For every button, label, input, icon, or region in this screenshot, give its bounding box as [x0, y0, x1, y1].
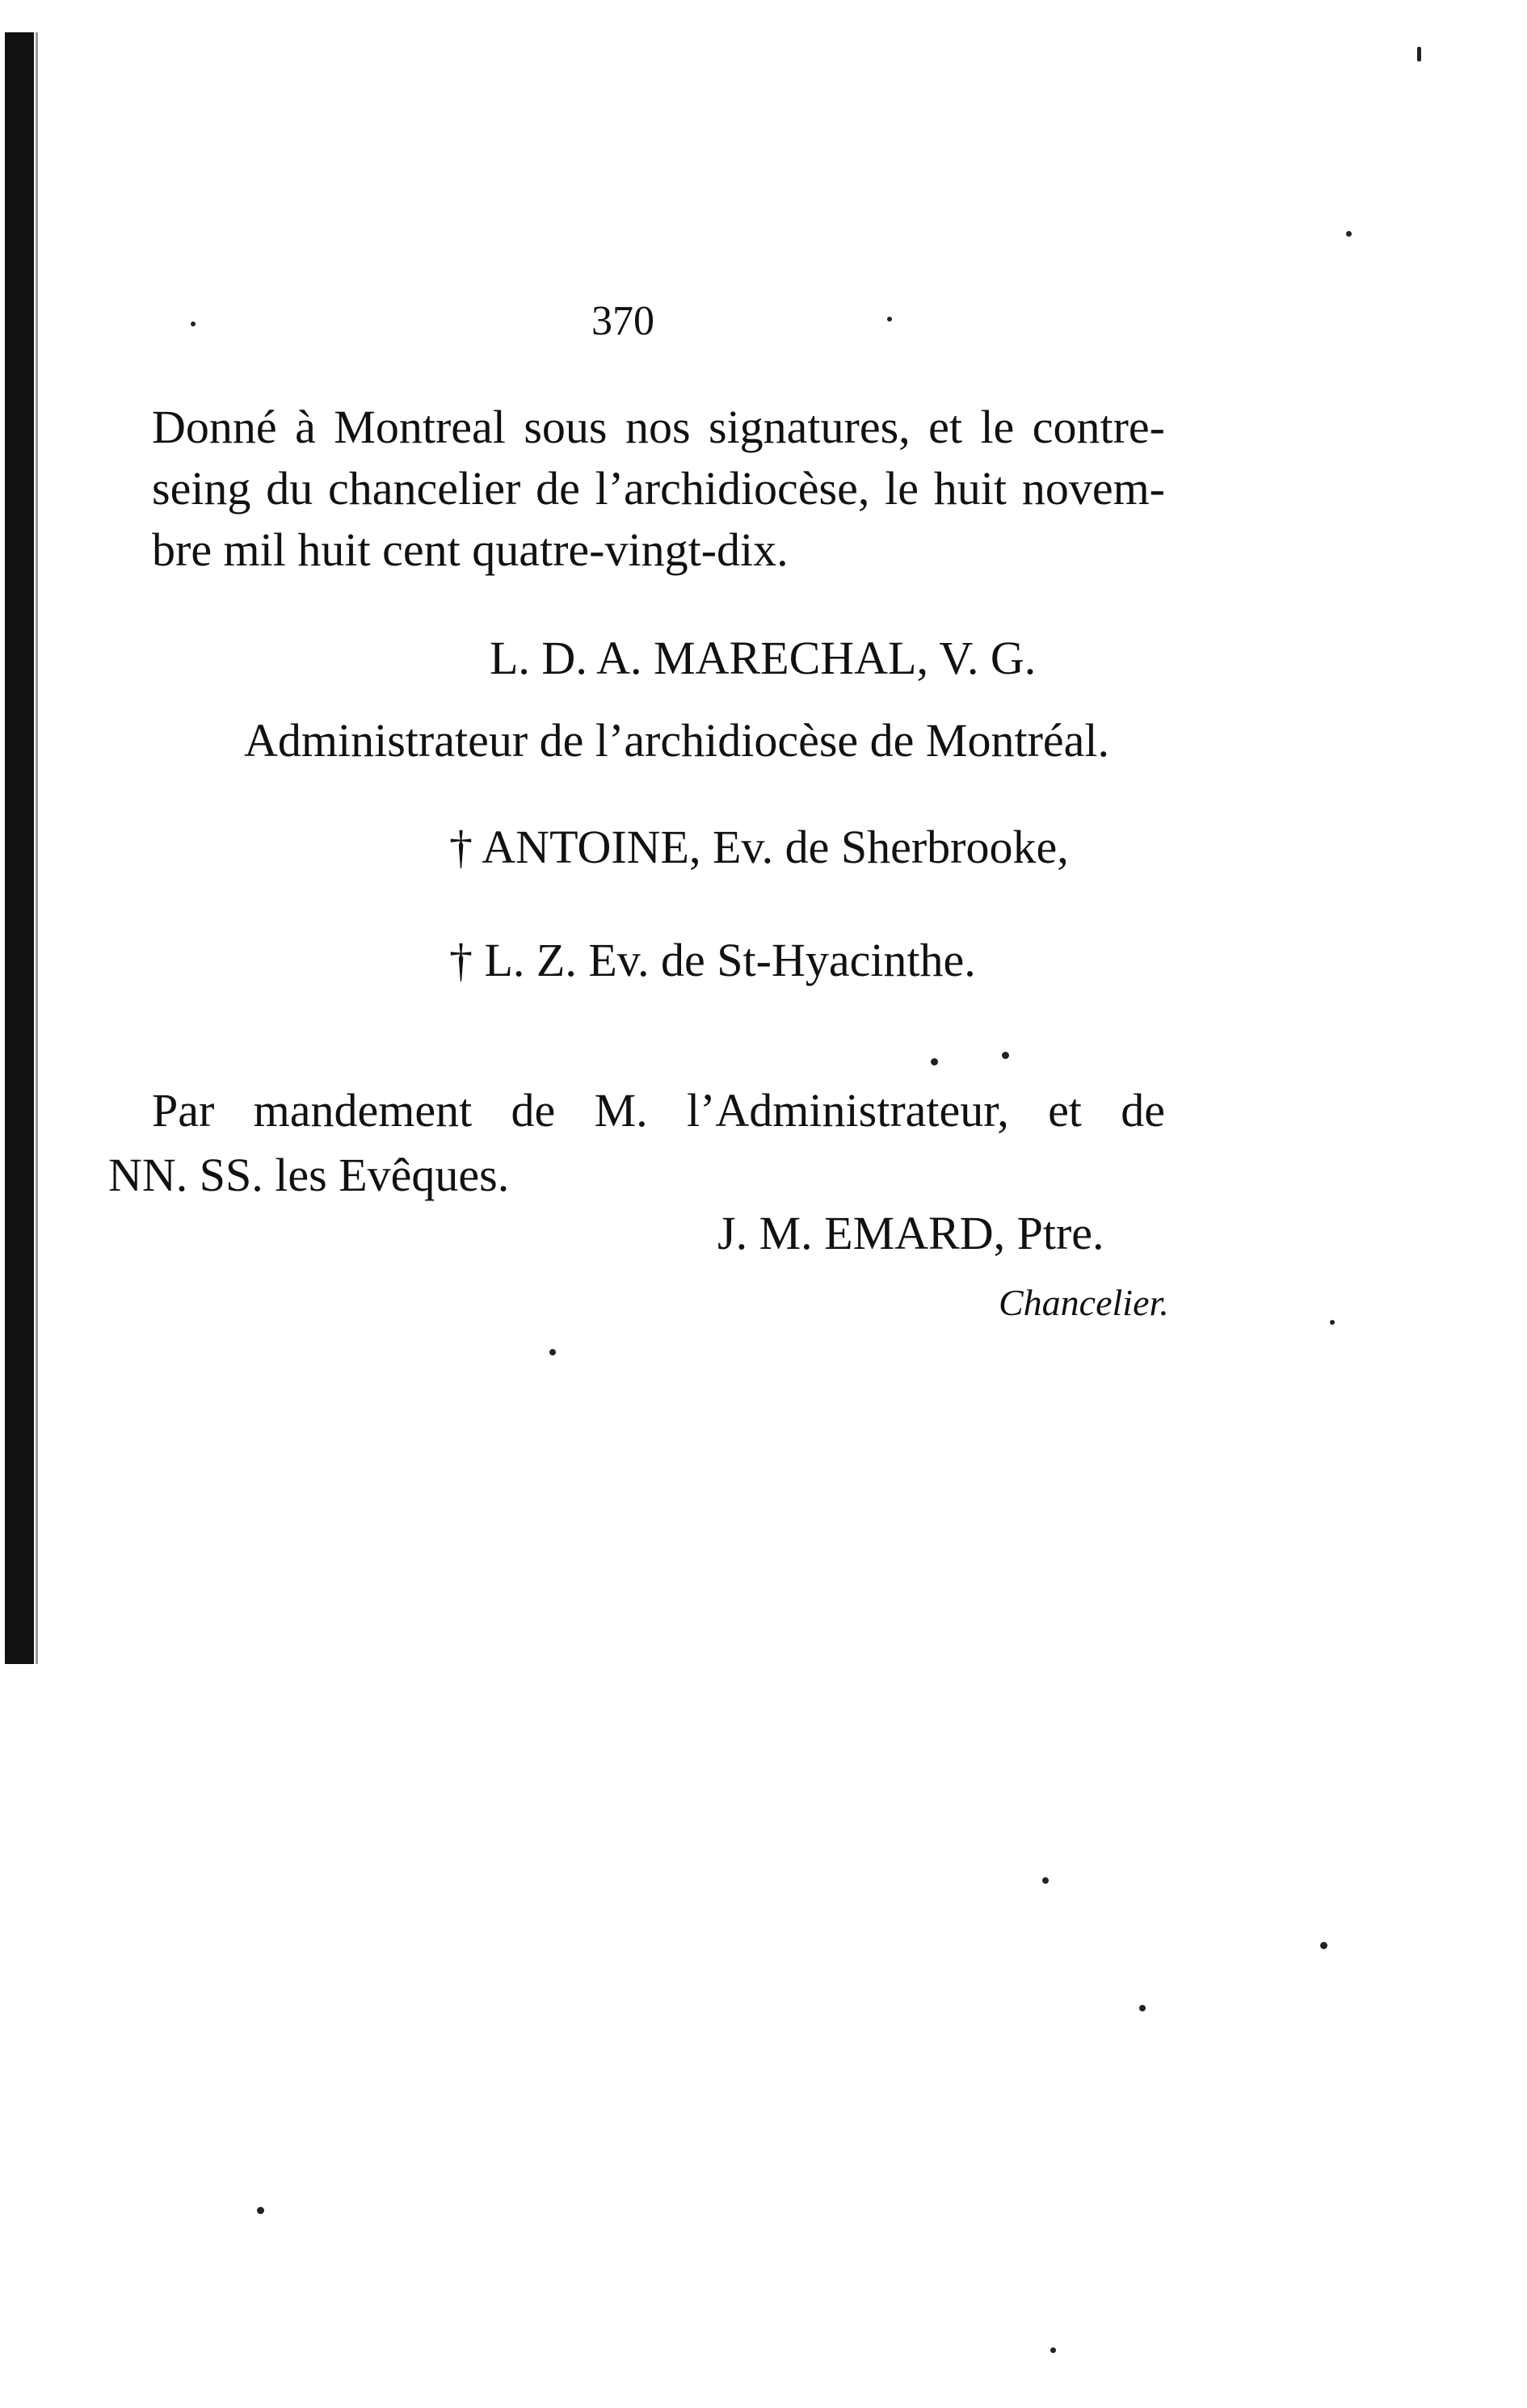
scan-speck	[549, 1349, 556, 1355]
binding-edge-shadow	[36, 32, 38, 1664]
signature-antoine: † ANTOINE, Ev. de Sherbrooke,	[449, 821, 1069, 873]
signature-lz: † L. Z. Ev. de St-Hyacinthe.	[449, 934, 976, 986]
scan-speck	[191, 321, 196, 326]
chancellor-name: J. M. EMARD, Ptre.	[717, 1207, 1104, 1259]
scan-speck	[1330, 1320, 1335, 1325]
body-line-1: Donné à Montreal sous nos signatures, et le contre-	[152, 401, 1165, 453]
scan-speck	[1320, 1942, 1327, 1949]
scan-speck	[1139, 2005, 1146, 2011]
scan-speck	[887, 317, 892, 321]
body-line-2: seing du chancelier de l’archidiocèse, le huit novem-	[152, 462, 1165, 515]
page-number: 370	[591, 298, 654, 344]
scan-speck	[1042, 1877, 1049, 1884]
attestation-line-2: NN. SS. les Evêques.	[108, 1149, 510, 1201]
scan-speck	[931, 1058, 938, 1065]
scan-speck	[1002, 1052, 1009, 1059]
chancellor-title: Chancelier.	[999, 1282, 1169, 1323]
scan-speck	[1417, 47, 1421, 61]
binding-edge	[5, 32, 34, 1664]
signature-marechal-title: Administrateur de l’archidiocèse de Montréal.	[244, 714, 1109, 767]
scan-speck	[257, 2207, 264, 2214]
signature-marechal-name: L. D. A. MARECHAL, V. G.	[490, 632, 1037, 684]
scan-speck	[1346, 231, 1352, 237]
attestation-line-1: Par mandement de M. l’Administrateur, et de	[152, 1084, 1165, 1137]
scan-speck	[1050, 2347, 1056, 2353]
body-line-3: bre mil huit cent quatre-vingt-dix.	[152, 523, 789, 576]
